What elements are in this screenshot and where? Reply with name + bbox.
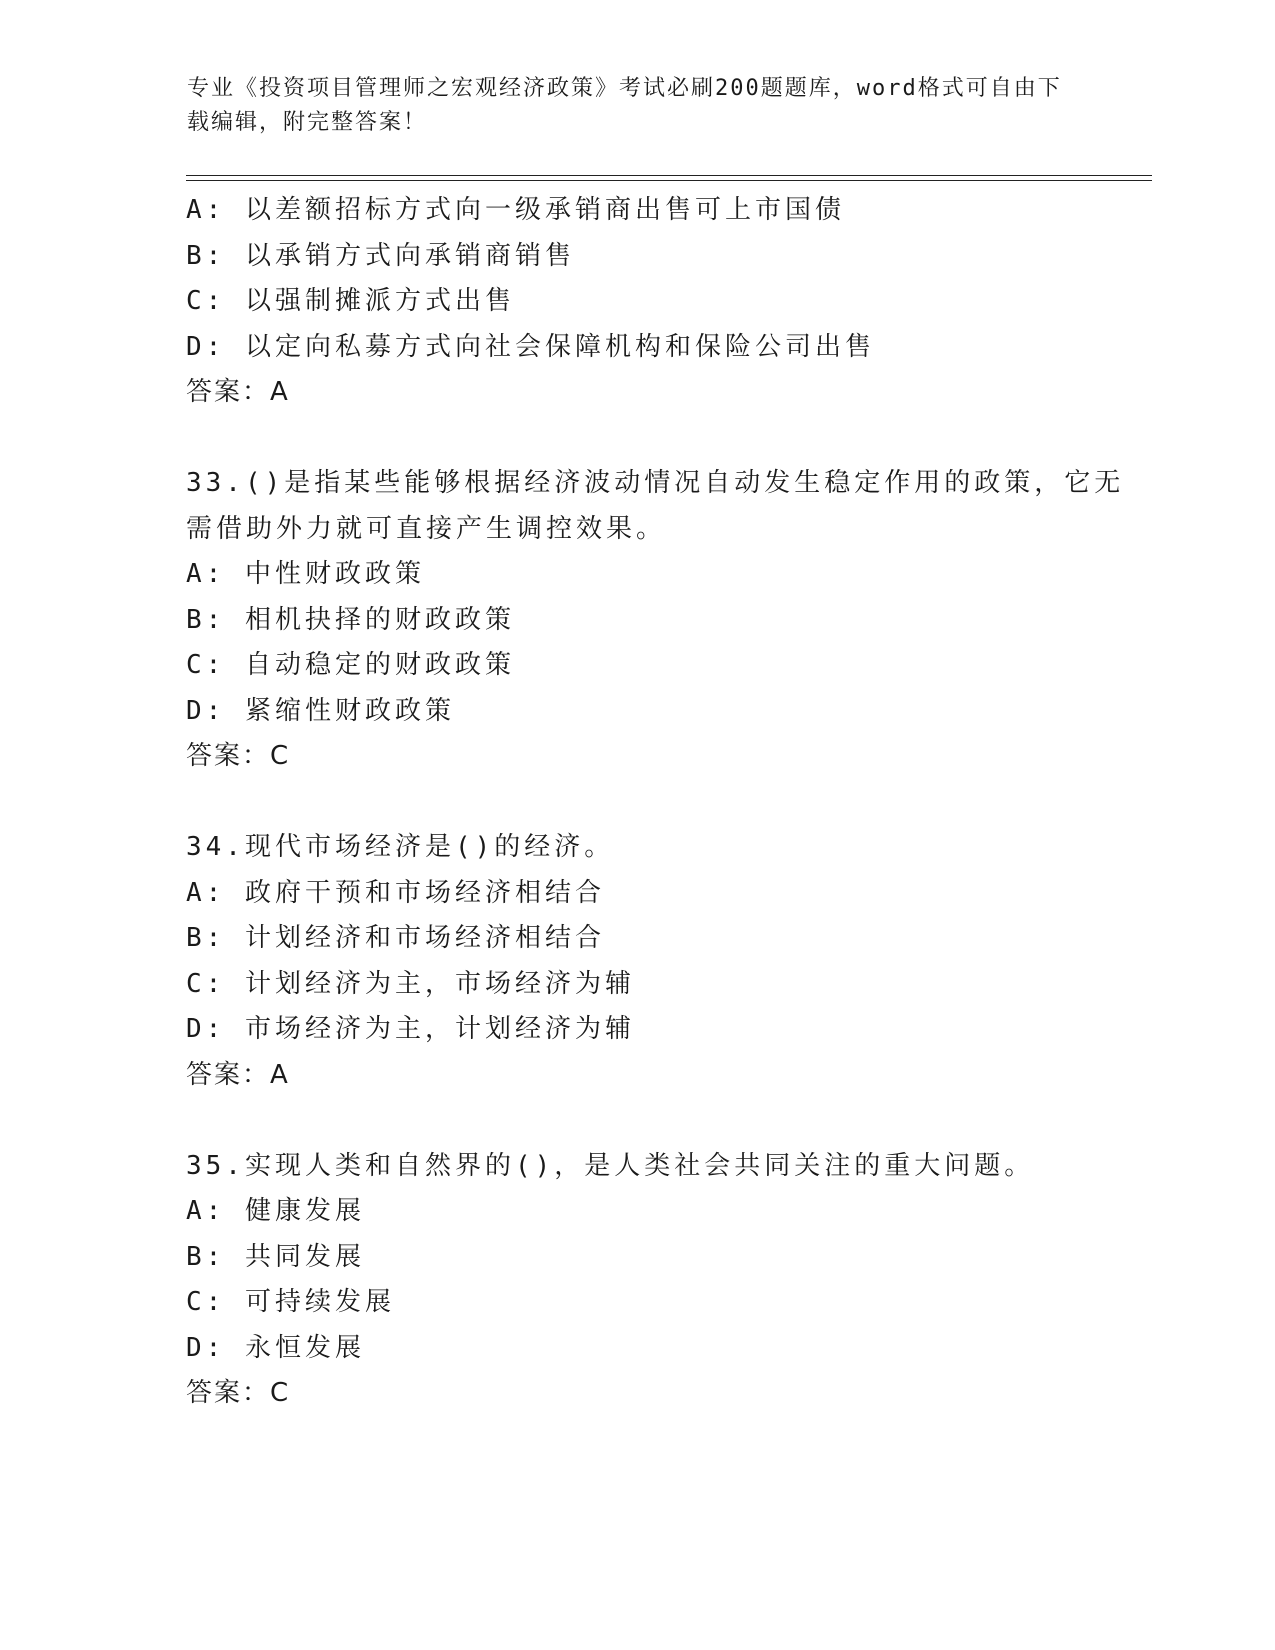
- option-b: B: 以承销方式向承销商销售: [186, 240, 575, 271]
- spacer: [186, 416, 1146, 462]
- spacer: [186, 1098, 1146, 1144]
- option-c: C: 可持续发展: [186, 1287, 395, 1317]
- option-b: B: 计划经济和市场经济相结合: [186, 923, 605, 953]
- spacer: [186, 780, 1146, 826]
- option-c: C: 计划经济为主，市场经济为辅: [186, 968, 635, 999]
- option-a: A: 健康发展: [186, 1196, 365, 1226]
- document-header: 专业《投资项目管理师之宏观经济政策》考试必刷200题题库，word格式可自由下载编辑，附完整答案！: [187, 76, 1062, 135]
- answer: 答案：C: [186, 1378, 291, 1408]
- option-b: B: 共同发展: [186, 1241, 365, 1272]
- answer: 答案：A: [186, 1059, 290, 1090]
- option-d: D: 永恒发展: [186, 1332, 365, 1363]
- option-a: A: 中性财政政策: [186, 559, 425, 589]
- answer: 答案：C: [186, 741, 291, 771]
- header-rule-bottom: [186, 180, 1152, 181]
- question-block-35: [186, 1144, 1146, 1417]
- option-a: A: 政府干预和市场经济相结合: [186, 877, 605, 908]
- option-a: A: 以差额招标方式向一级承销商出售可上市国债: [186, 195, 845, 225]
- question-text: 33.()是指某些能够根据经济波动情况自动发生稳定作用的政策，它无需借助外力就可直接产生调控效果。: [186, 468, 1125, 544]
- question-block-32: [186, 188, 1146, 416]
- question-list: [186, 188, 1146, 1417]
- option-b: B: 相机抉择的财政政策: [186, 604, 515, 635]
- answer: 答案：A: [186, 377, 290, 407]
- question-block-33: [186, 461, 1146, 780]
- option-c: C: 以强制摊派方式出售: [186, 286, 515, 316]
- option-d: D: 以定向私募方式向社会保障机构和保险公司出售: [186, 331, 875, 362]
- question-text: 34.现代市场经济是()的经济。: [186, 832, 615, 862]
- option-d: D: 市场经济为主，计划经济为辅: [186, 1014, 635, 1044]
- question-block-34: [186, 825, 1146, 1098]
- option-c: C: 自动稳定的财政政策: [186, 650, 515, 680]
- question-text: 35.实现人类和自然界的()，是人类社会共同关注的重大问题。: [186, 1150, 1035, 1181]
- header-rule-top: [186, 175, 1152, 176]
- option-d: D: 紧缩性财政政策: [186, 695, 455, 726]
